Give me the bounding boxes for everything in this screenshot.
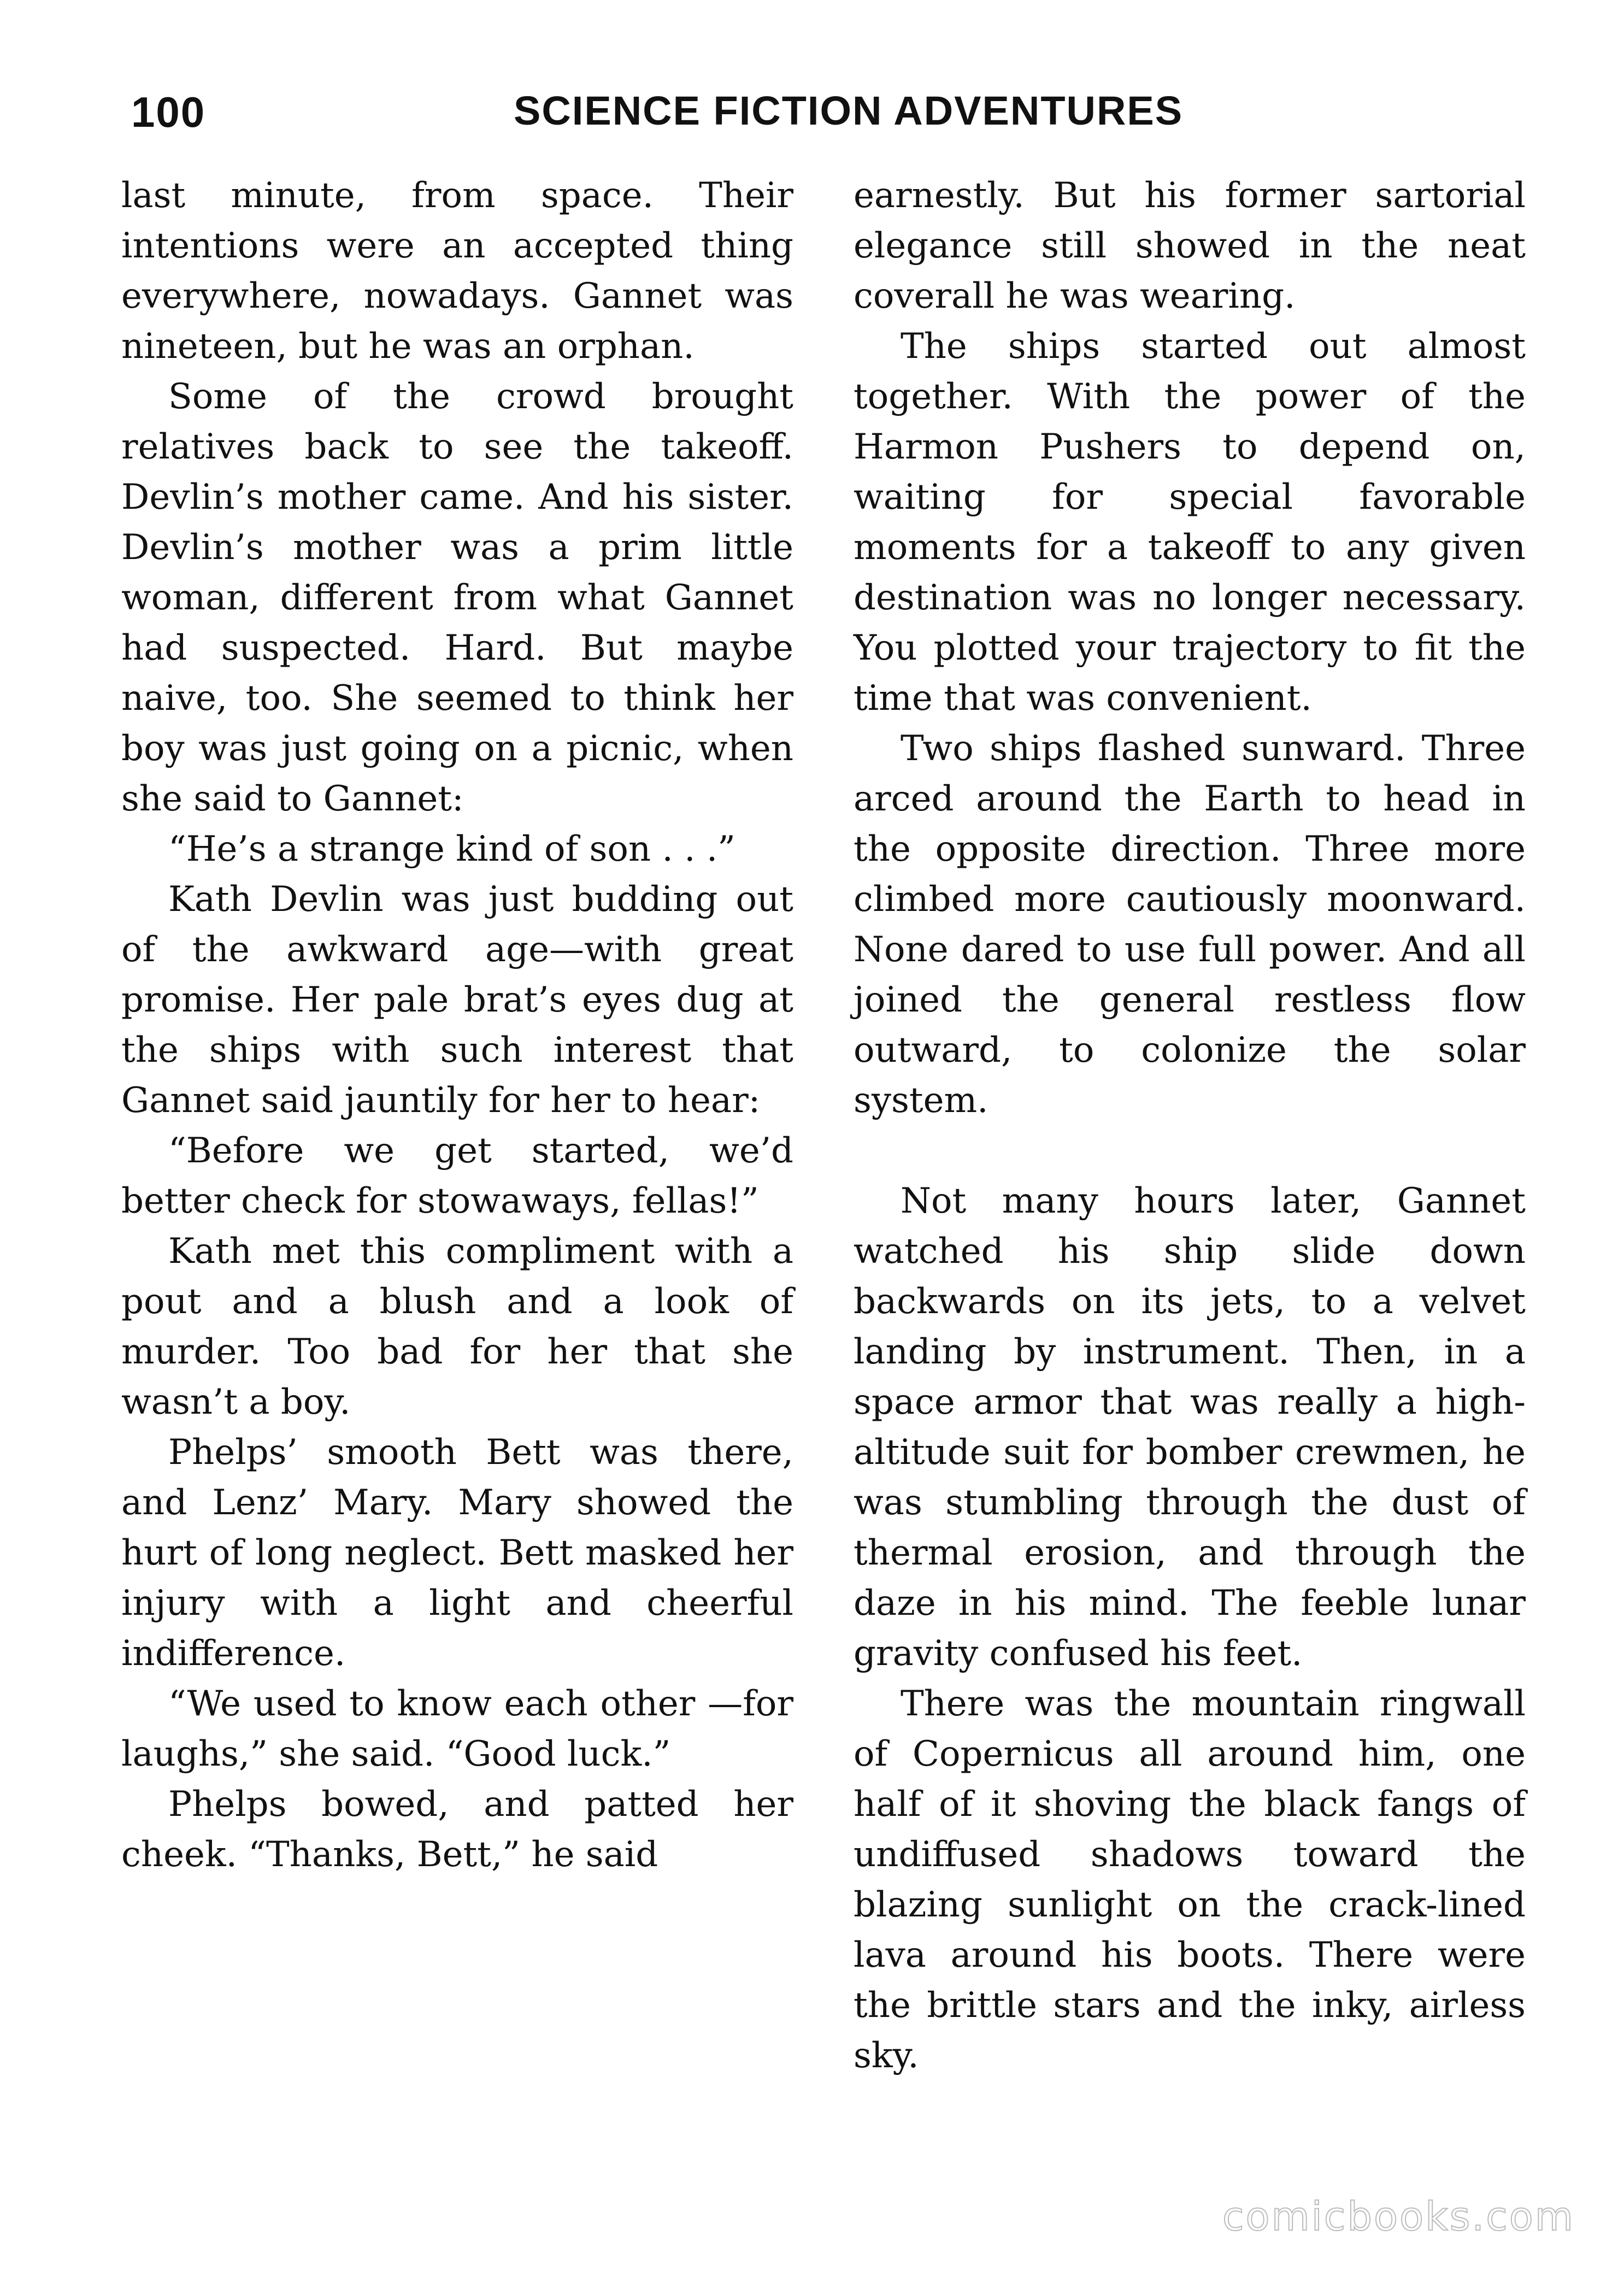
paragraph: Phelps’ smooth Bett was there, and Lenz’ Mary. Mary showed the hurt of long neglect. Bett masked her injury with a light and cheerful indifference. [121,1432,793,1674]
paragraph: There was the mountain ringwall of Copernicus all around him, one half of it shoving the black fangs of undiffused shadows toward the blazing sunlight on the crack-lined lava around his boots. There were the brittle stars and the inky, airless sky. [854,1684,1526,2076]
right-column [854,170,1526,2081]
paragraph: Not many hours later, Gannet watched his ship slide down backwards on its jets, to a velvet landing by instrument. Then, in a space armor that was really a high-altitude suit for bomber crewmen, he was stumbling through the dust of thermal erosion, and through the daze in his mind. The feeble lunar gravity confused his feet. [854,1181,1526,1674]
paragraph: The ships started out almost together. With the power of the Harmon Pushers to depend on, waiting for special favorable moments for a takeoff to any given destination was no longer necessary. You plotted your trajectory to fit the time that was convenient. [854,326,1526,719]
paragraph: “We used to know each other —for laughs,” she said. “Good luck.” [121,1684,793,1774]
page-number: 100 [131,88,206,136]
watermark: comicbooks.com [1222,2193,1575,2239]
paragraph: Kath Devlin was just budding out of the awkward age—with great promise. Her pale brat’s eyes dug at the ships with such interest that Gannet said jauntily for her to hear: [121,879,793,1121]
paragraph: last minute, from space. Their intentions were an accepted thing everywhere, nowadays. Gannet was nineteen, but he was an orphan. [121,175,793,367]
paragraph: earnestly. But his former sartorial elegance still showed in the neat coverall he was wearing. [854,175,1526,316]
paragraph: Kath met this compliment with a pout and a blush and a look of murder. Too bad for her that she wasn’t a boy. [121,1231,793,1422]
running-head: SCIENCE FICTION ADVENTURES [514,88,1184,133]
paragraph: Two ships flashed sunward. Three arced around the Earth to head in the opposite direction. Three more climbed more cautiously moonward. None dared to use full power. And all joined the general restless flow outward, to colonize the solar system. [854,728,1526,1121]
paragraph: Some of the crowd brought relatives back to see the takeoff. Devlin’s mother came. And his sister. Devlin’s mother was a prim little woman, different from what Gannet had suspected. Hard. But maybe naive, too. She seemed to think her boy was just going on a picnic, when she said to Gannet: [121,377,793,819]
paragraph: “Before we get started, we’d better check for stowaways, fellas!” [121,1131,793,1221]
left-column [121,170,793,1880]
paragraph: “He’s a strange kind of son . . .” [168,829,735,869]
paragraph: Phelps bowed, and patted her cheek. “Thanks, Bett,” he said [121,1784,793,1875]
